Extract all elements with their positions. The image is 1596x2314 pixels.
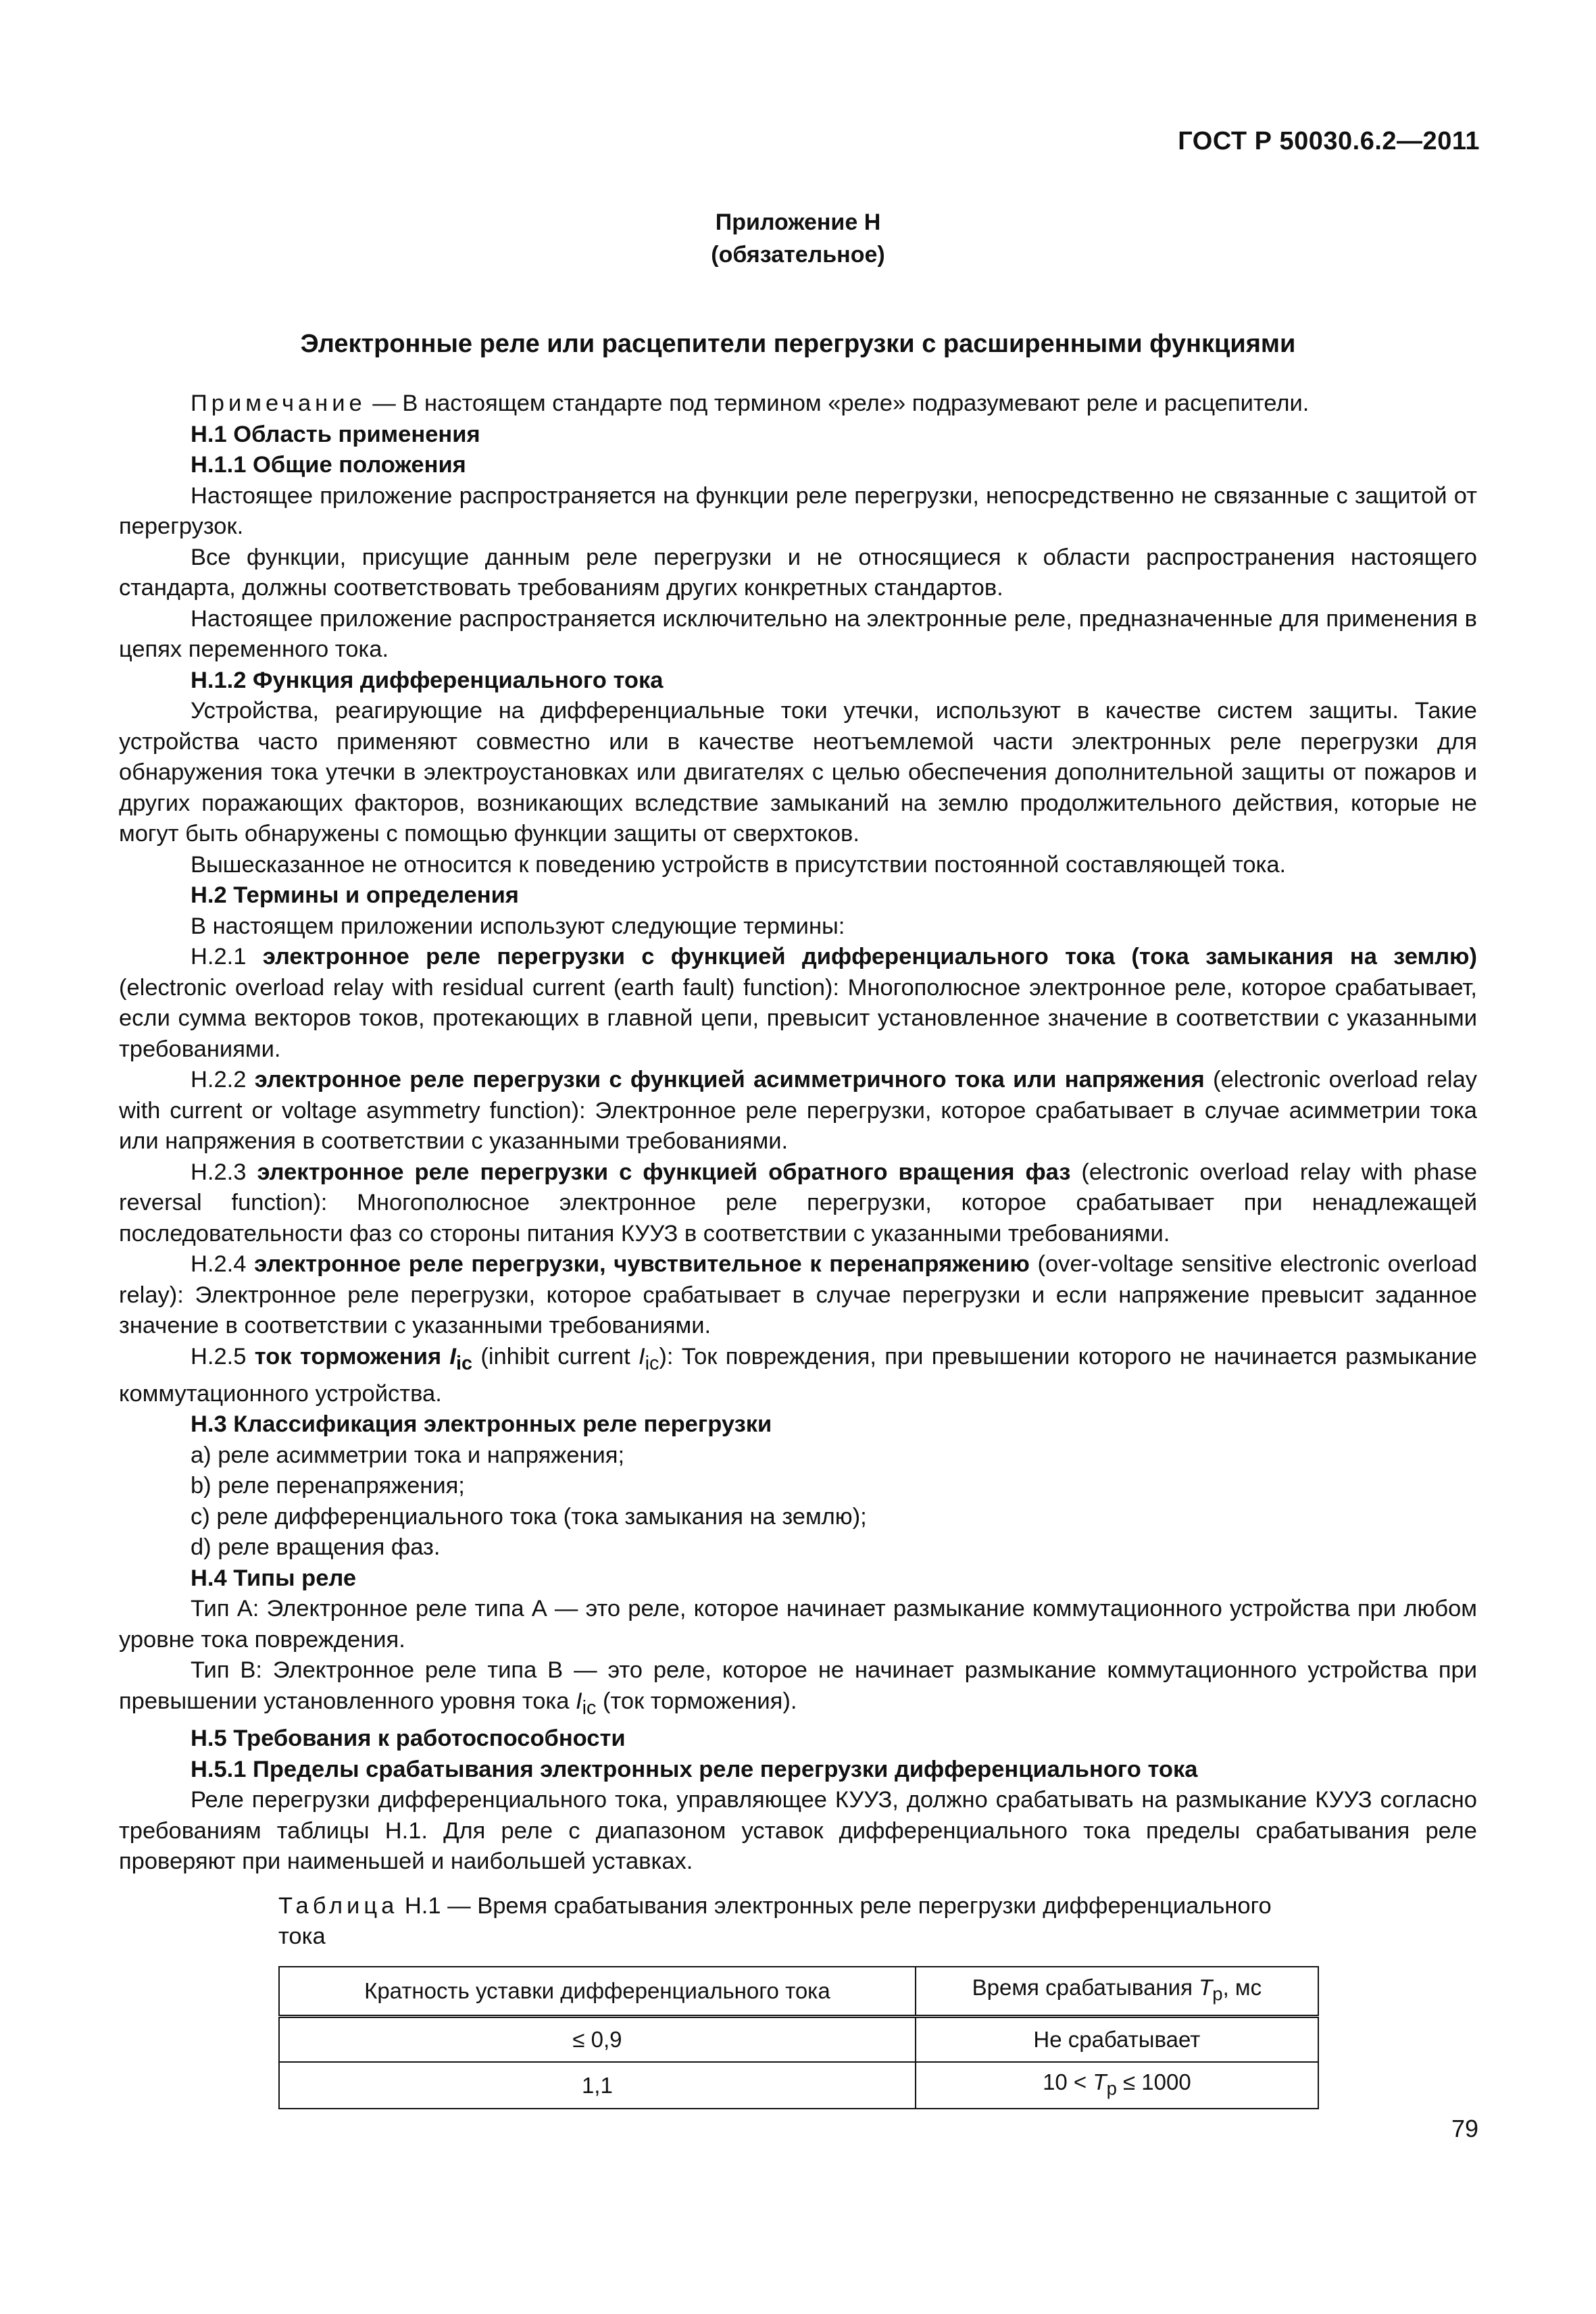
symbol: I <box>576 1688 582 1714</box>
cell-text: ≤ 1000 <box>1116 2069 1191 2094</box>
symbol-subscript: р <box>1106 2078 1117 2099</box>
table-cell: Не срабатывает <box>916 2016 1318 2062</box>
definition <box>119 942 1477 1065</box>
paragraph: Вышесказанное не относится к поведению устройств в присутствии постоянной составляющей тока. <box>191 851 1287 878</box>
symbol: I <box>449 1343 457 1369</box>
response-time-table <box>278 1966 1319 2109</box>
definition-text: (electronic overload relay with current or voltage asymmetry function): Электронное реле перегрузки, которое срабатывает в случае асимметрии тока или напряжения в соответствии с указанными требованиями. <box>119 1067 1478 1154</box>
definition-term: электронное реле перегрузки с функцией асимметричного тока или напряжения <box>254 1067 1205 1092</box>
symbol: I <box>638 1343 645 1369</box>
paragraph: Настоящее приложение распространяется исключительно на электронные реле, предназначенные для применения в цепях переменного тока. <box>119 605 1477 662</box>
symbol: T <box>1199 1975 1213 2001</box>
definition <box>119 1157 1477 1250</box>
section-heading: Н.1.2 Функция дифференциального тока <box>191 667 664 693</box>
list-item: d) реле вращения фаз. <box>191 1534 441 1561</box>
table-cell: ≤ 0,9 <box>279 2016 916 2062</box>
table-caption <box>278 1891 1292 1953</box>
table-row <box>279 2062 1318 2109</box>
section-heading: Н.5 Требования к работоспособности <box>191 1726 626 1752</box>
definition <box>119 1249 1477 1342</box>
page-number: 79 <box>1451 2115 1478 2142</box>
definition <box>119 1065 1477 1157</box>
definition-text: (electronic overload relay with residual current (earth fault) function): Многополюсное электронное реле, которое срабатывает, если сумма векторов токов, протекающих в главной цепи, превысит установленное значение в соответствии с указанными требованиями. <box>119 974 1477 1062</box>
table-cell: 1,1 <box>279 2062 916 2109</box>
document-title: Электронные реле или расцепители перегрузки с расширенными функциями <box>300 330 1296 358</box>
section-heading: Н.2 Термины и определения <box>191 882 519 908</box>
note <box>119 388 1477 420</box>
paragraph: В настоящем приложении используют следующие термины: <box>191 913 845 939</box>
cell-text: 10 < <box>1043 2069 1093 2094</box>
symbol-subscript: р <box>1212 1983 1223 2005</box>
table-header-cell: Кратность уставки дифференциального тока <box>279 1967 916 2017</box>
paragraph: Устройства, реагирующие на дифференциальные токи утечки, используют в качестве систем защиты. Такие устройства часто применяют совместно или в качестве неотъемлемой части электронных реле перегрузки для обнаружения тока утечки в электроустановках или двигателях с целью обеспечения дополнительной защиты от пожаров и других поражающих факторов, возникающих вследствие замыканий на землю продолжительного действия, которые не могут быть обнаружены с помощью функции защиты от сверхтоков. <box>119 698 1477 847</box>
annex-heading <box>0 206 1596 271</box>
definition-text: (over-voltage sensitive electronic overload relay): Электронное реле перегрузки, которое срабатывает в случае перегрузки и если напряжение превысит заданное значение в соответствии с указанными требованиями. <box>119 1251 1478 1338</box>
symbol: T <box>1093 2069 1107 2094</box>
paragraph: Реле перегрузки дифференциального тока, управляющее КУУЗ, должно срабатывать на размыкание КУУЗ согласно требованиям таблицы Н.1. Для реле с диапазоном уставок дифференциального тока пределы срабатывания реле проверяют при наименьшей и наибольшей уставках. <box>119 1787 1477 1875</box>
table-header-row <box>279 1967 1318 2017</box>
annex-status: (обязательное) <box>711 242 885 268</box>
definition-number: Н.2.2 <box>191 1067 255 1092</box>
section-heading: Н.1 Область применения <box>191 421 480 447</box>
definition-text: (electronic overload relay with phase reversal function): Многополюсное электронное реле перегрузки, которое срабатывает при ненадлежащей последовательности фаз со стороны питания КУУЗ в соответствии с указанными требованиями. <box>119 1159 1478 1247</box>
document-body <box>119 388 1477 2109</box>
paragraph: Настоящее приложение распространяется на функции реле перегрузки, непосредственно не связанные с защитой от перегрузок. <box>119 482 1477 539</box>
symbol-subscript: ic <box>456 1352 472 1374</box>
section-heading: Н.5.1 Пределы срабатывания электронных реле перегрузки дифференциального тока <box>191 1756 1198 1782</box>
definition-number: Н.2.3 <box>191 1159 257 1185</box>
paragraph: Все функции, присущие данным реле перегрузки и не относящиеся к области распространения настоящего стандарта, должны соответствовать требованиям других конкретных стандартов. <box>119 544 1477 601</box>
header-text: , мс <box>1222 1975 1262 2001</box>
symbol-subscript: ic <box>582 1696 597 1719</box>
section-heading: Н.1.1 Общие положения <box>191 452 466 478</box>
list-item: a) реле асимметрии тока и напряжения; <box>191 1442 625 1468</box>
table-row <box>279 2016 1318 2062</box>
table-caption-text: Н.1 — Время срабатывания электронных реле перегрузки дифференциального тока <box>278 1892 1272 1950</box>
definition-number: Н.2.5 <box>191 1343 255 1369</box>
annex-title: Приложение Н <box>715 209 881 235</box>
paragraph: Тип А: Электронное реле типа А — это реле, которое начинает размыкание коммутационного устройства при любом уровне тока повреждения. <box>119 1596 1477 1653</box>
list-item: c) реле дифференциального тока (тока замыкания на землю); <box>191 1503 867 1530</box>
table-header-cell <box>916 1967 1318 2017</box>
definition-term: электронное реле перегрузки с функцией обратного вращения фаз <box>257 1159 1071 1185</box>
list-item: b) реле перенапряжения; <box>191 1473 465 1499</box>
definition-term: ток торможения <box>254 1343 450 1369</box>
paragraph-text: (ток торможения). <box>596 1688 797 1714</box>
section-heading: Н.3 Классификация электронных реле перегрузки <box>191 1411 772 1438</box>
section-heading: Н.4 Типы реле <box>191 1565 357 1591</box>
definition-term: электронное реле перегрузки с функцией дифференциального тока (тока замыкания на землю) <box>262 944 1477 970</box>
paragraph-text: Тип В: Электронное реле типа В — это реле, которое не начинает размыкание коммутационного устройства при превышении установленного уровня тока <box>119 1657 1477 1714</box>
definition-number: Н.2.1 <box>191 944 263 970</box>
symbol-subscript: ic <box>645 1352 659 1374</box>
table-cell <box>916 2062 1318 2109</box>
definition-number: Н.2.4 <box>191 1251 255 1277</box>
note-label: Примечание <box>191 391 366 416</box>
note-text: — В настоящем стандарте под термином «реле» подразумевают реле и расцепители. <box>366 391 1310 416</box>
definition-text: (inhibit current <box>472 1343 639 1369</box>
paragraph <box>119 1655 1477 1724</box>
definition-term: электронное реле перегрузки, чувствительное к перенапряжению <box>254 1251 1030 1277</box>
definition <box>119 1342 1477 1410</box>
definition-text: ): Ток повреждения, при превышении которого не начинается размыкание коммутационного устройства. <box>119 1343 1477 1407</box>
header-text: Время срабатывания <box>972 1975 1199 2001</box>
table-label: Таблица <box>278 1892 399 1919</box>
standard-code: ГОСТ Р 50030.6.2—2011 <box>1178 127 1480 155</box>
